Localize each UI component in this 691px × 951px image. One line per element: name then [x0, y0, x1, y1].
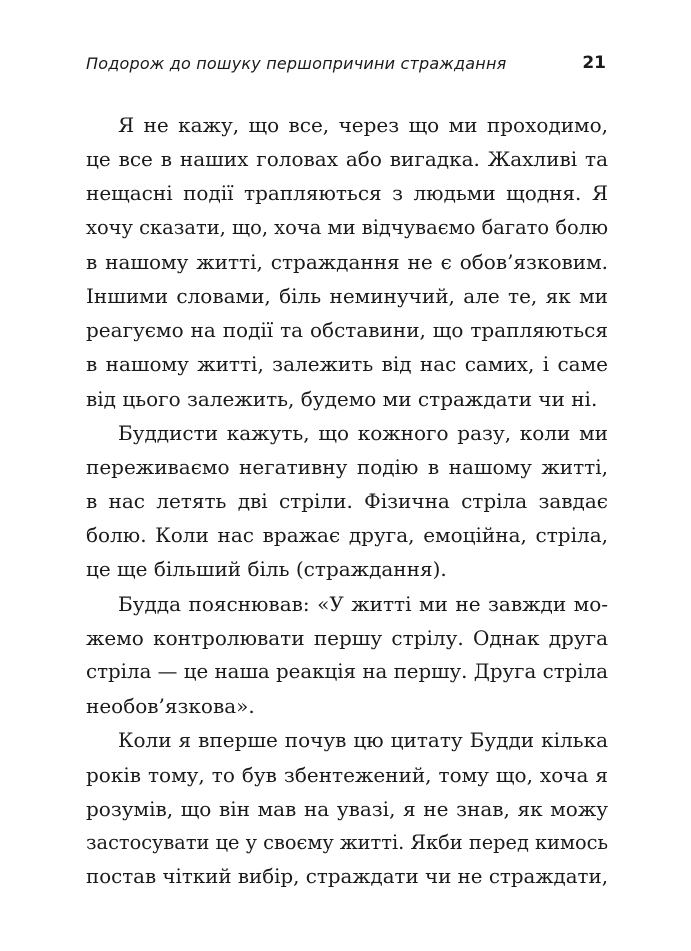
- text-line: це все в наших головах або вигадка. Жахливі та: [86, 147, 608, 172]
- text-line: це ще більший біль (страждання).: [86, 557, 447, 582]
- text-line: Будда пояснював: «У житті ми не завжди мо-: [118, 591, 608, 616]
- text-line: жемо контролювати першу стрілу. Однак друга: [86, 625, 608, 650]
- text-line: в нашому житті, страждання не є обов’язковим.: [86, 249, 608, 274]
- page-number: 21: [582, 53, 606, 73]
- text-line: хочу сказати, що, хоча ми відчуваємо багато болю: [86, 215, 608, 239]
- text-line: необов’язкова».: [86, 694, 255, 719]
- body-text: [86, 108, 608, 894]
- running-header: [86, 54, 606, 82]
- text-line: переживаємо негативну подію в нашому житті,: [86, 454, 608, 479]
- text-line: нещасні події трапляються з людьми щодня. Я: [86, 181, 608, 206]
- text-line: від цього залежить, будемо ми страждати чи ні.: [86, 386, 598, 411]
- text-line: реагуємо на події та обставини, що трапляються: [86, 318, 608, 343]
- text-line: застосувати це у своєму житті. Якби перед кимось: [86, 830, 608, 854]
- text-line: Іншими словами, біль неминучий, але те, як ми: [86, 283, 608, 308]
- text-line: постав чіткий вибір, страждати чи не страждати,: [86, 865, 608, 889]
- text-line: в нас летять дві стріли. Фізична стріла завдає: [86, 489, 608, 514]
- text-line: стріла — це наша реакція на першу. Друга стріла: [86, 660, 608, 683]
- chapter-title: Подорож до пошуку першопричини страждання: [86, 54, 507, 73]
- text-line: в нашому житті, залежить від нас самих, і саме: [86, 352, 608, 377]
- text-line: років тому, то був збентежений, тому що, хоча я: [86, 762, 608, 787]
- text-line: Буддисти кажуть, що кожного разу, коли ми: [118, 420, 608, 445]
- text-line: Коли я вперше почув цю цитату Будди кілька: [118, 728, 608, 753]
- text-line: Я не кажу, що все, через що ми проходимо,: [118, 113, 608, 137]
- text-line: болю. Коли нас вражає друга, емоційна, стріла,: [86, 523, 608, 548]
- text-line: розумів, що він мав на увазі, я не знав, як можу: [86, 796, 608, 821]
